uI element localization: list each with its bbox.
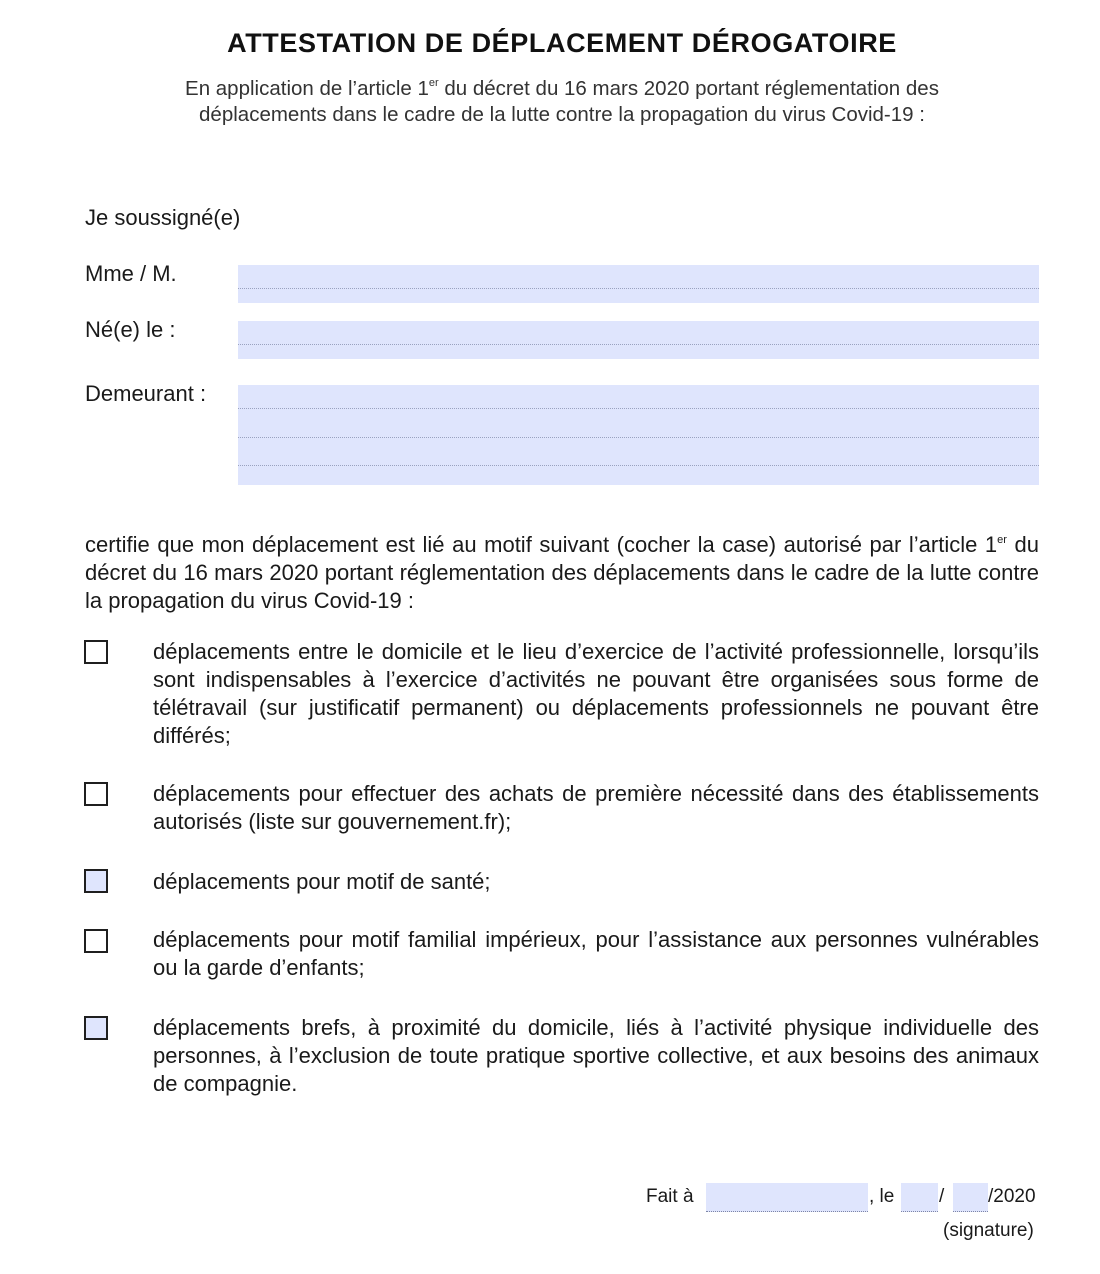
certification-text-post: du décret du 16 mars 2020 portant réglementation des déplacements dans le cadre de la lutte contre la propagation du virus Covid-19 : bbox=[85, 532, 1039, 613]
subtitle-line1-pre: En application de l’article 1 bbox=[185, 77, 429, 100]
page-title: ATTESTATION DE DÉPLACEMENT DÉROGATOIRE bbox=[227, 28, 897, 58]
day-field[interactable] bbox=[901, 1183, 938, 1212]
date-label: , le bbox=[869, 1186, 895, 1207]
address-field-box bbox=[238, 385, 1039, 485]
address-field[interactable] bbox=[238, 385, 1039, 485]
intro-label: Je soussigné(e) bbox=[85, 205, 241, 230]
name-field[interactable] bbox=[238, 265, 1039, 303]
date-slash: / bbox=[939, 1186, 945, 1207]
birth-field-box bbox=[238, 321, 1039, 359]
signature-label: (signature) bbox=[943, 1220, 1034, 1241]
reason-checkbox-exercise[interactable] bbox=[84, 1016, 108, 1040]
reason-label-health: déplacements pour motif de santé; bbox=[153, 869, 491, 894]
subtitle-line2: déplacements dans le cadre de la lutte contre la propagation du virus Covid-19 : bbox=[199, 103, 925, 126]
subtitle-superscript: er bbox=[428, 77, 439, 89]
address-label: Demeurant : bbox=[85, 381, 207, 406]
certification-text-pre: certifie que mon déplacement est lié au motif suivant (cocher la case) autorisé par l’article 1 bbox=[85, 532, 998, 557]
reason-checkbox-health[interactable] bbox=[84, 869, 108, 893]
certification-superscript: er bbox=[997, 534, 1007, 546]
done-at-label: Fait à bbox=[646, 1186, 694, 1207]
reason-checkbox-family[interactable] bbox=[84, 929, 108, 953]
reason-label-family: déplacements pour motif familial impérieux, pour l’assistance aux personnes vulnérables ou la garde d’enfants; bbox=[153, 927, 1039, 980]
certification-text bbox=[85, 531, 1039, 615]
subtitle-line1-post: du décret du 16 mars 2020 portant réglementation des bbox=[438, 77, 939, 100]
name-label: Mme / M. bbox=[85, 261, 177, 286]
birth-label: Né(e) le : bbox=[85, 317, 176, 342]
done-at-field[interactable] bbox=[706, 1183, 868, 1212]
page-subtitle bbox=[100, 76, 1024, 128]
name-field-box bbox=[238, 265, 1039, 303]
reason-checkbox-work[interactable] bbox=[84, 640, 108, 664]
reason-label-shopping: déplacements pour effectuer des achats de première nécessité dans des établissements autorisés (liste sur gouvernement.fr); bbox=[153, 781, 1039, 834]
year-suffix: /2020 bbox=[988, 1186, 1036, 1207]
reason-checkbox-shopping[interactable] bbox=[84, 782, 108, 806]
month-field[interactable] bbox=[953, 1183, 988, 1212]
reason-label-work: déplacements entre le domicile et le lieu d’exercice de l’activité professionnelle, lorsqu’ils sont indispensables à l’exercice d’activités ne pouvant être organisées sous forme de télétravail (sur justificatif permanent) ou déplacements professionnels ne pouvant être différés; bbox=[153, 639, 1039, 748]
reason-label-exercise: déplacements brefs, à proximité du domicile, liés à l’activité physique individuelle des personnes, à l’exclusion de toute pratique sportive collective, et aux besoins des animaux de compagnie. bbox=[153, 1015, 1039, 1096]
birth-field[interactable] bbox=[238, 321, 1039, 359]
